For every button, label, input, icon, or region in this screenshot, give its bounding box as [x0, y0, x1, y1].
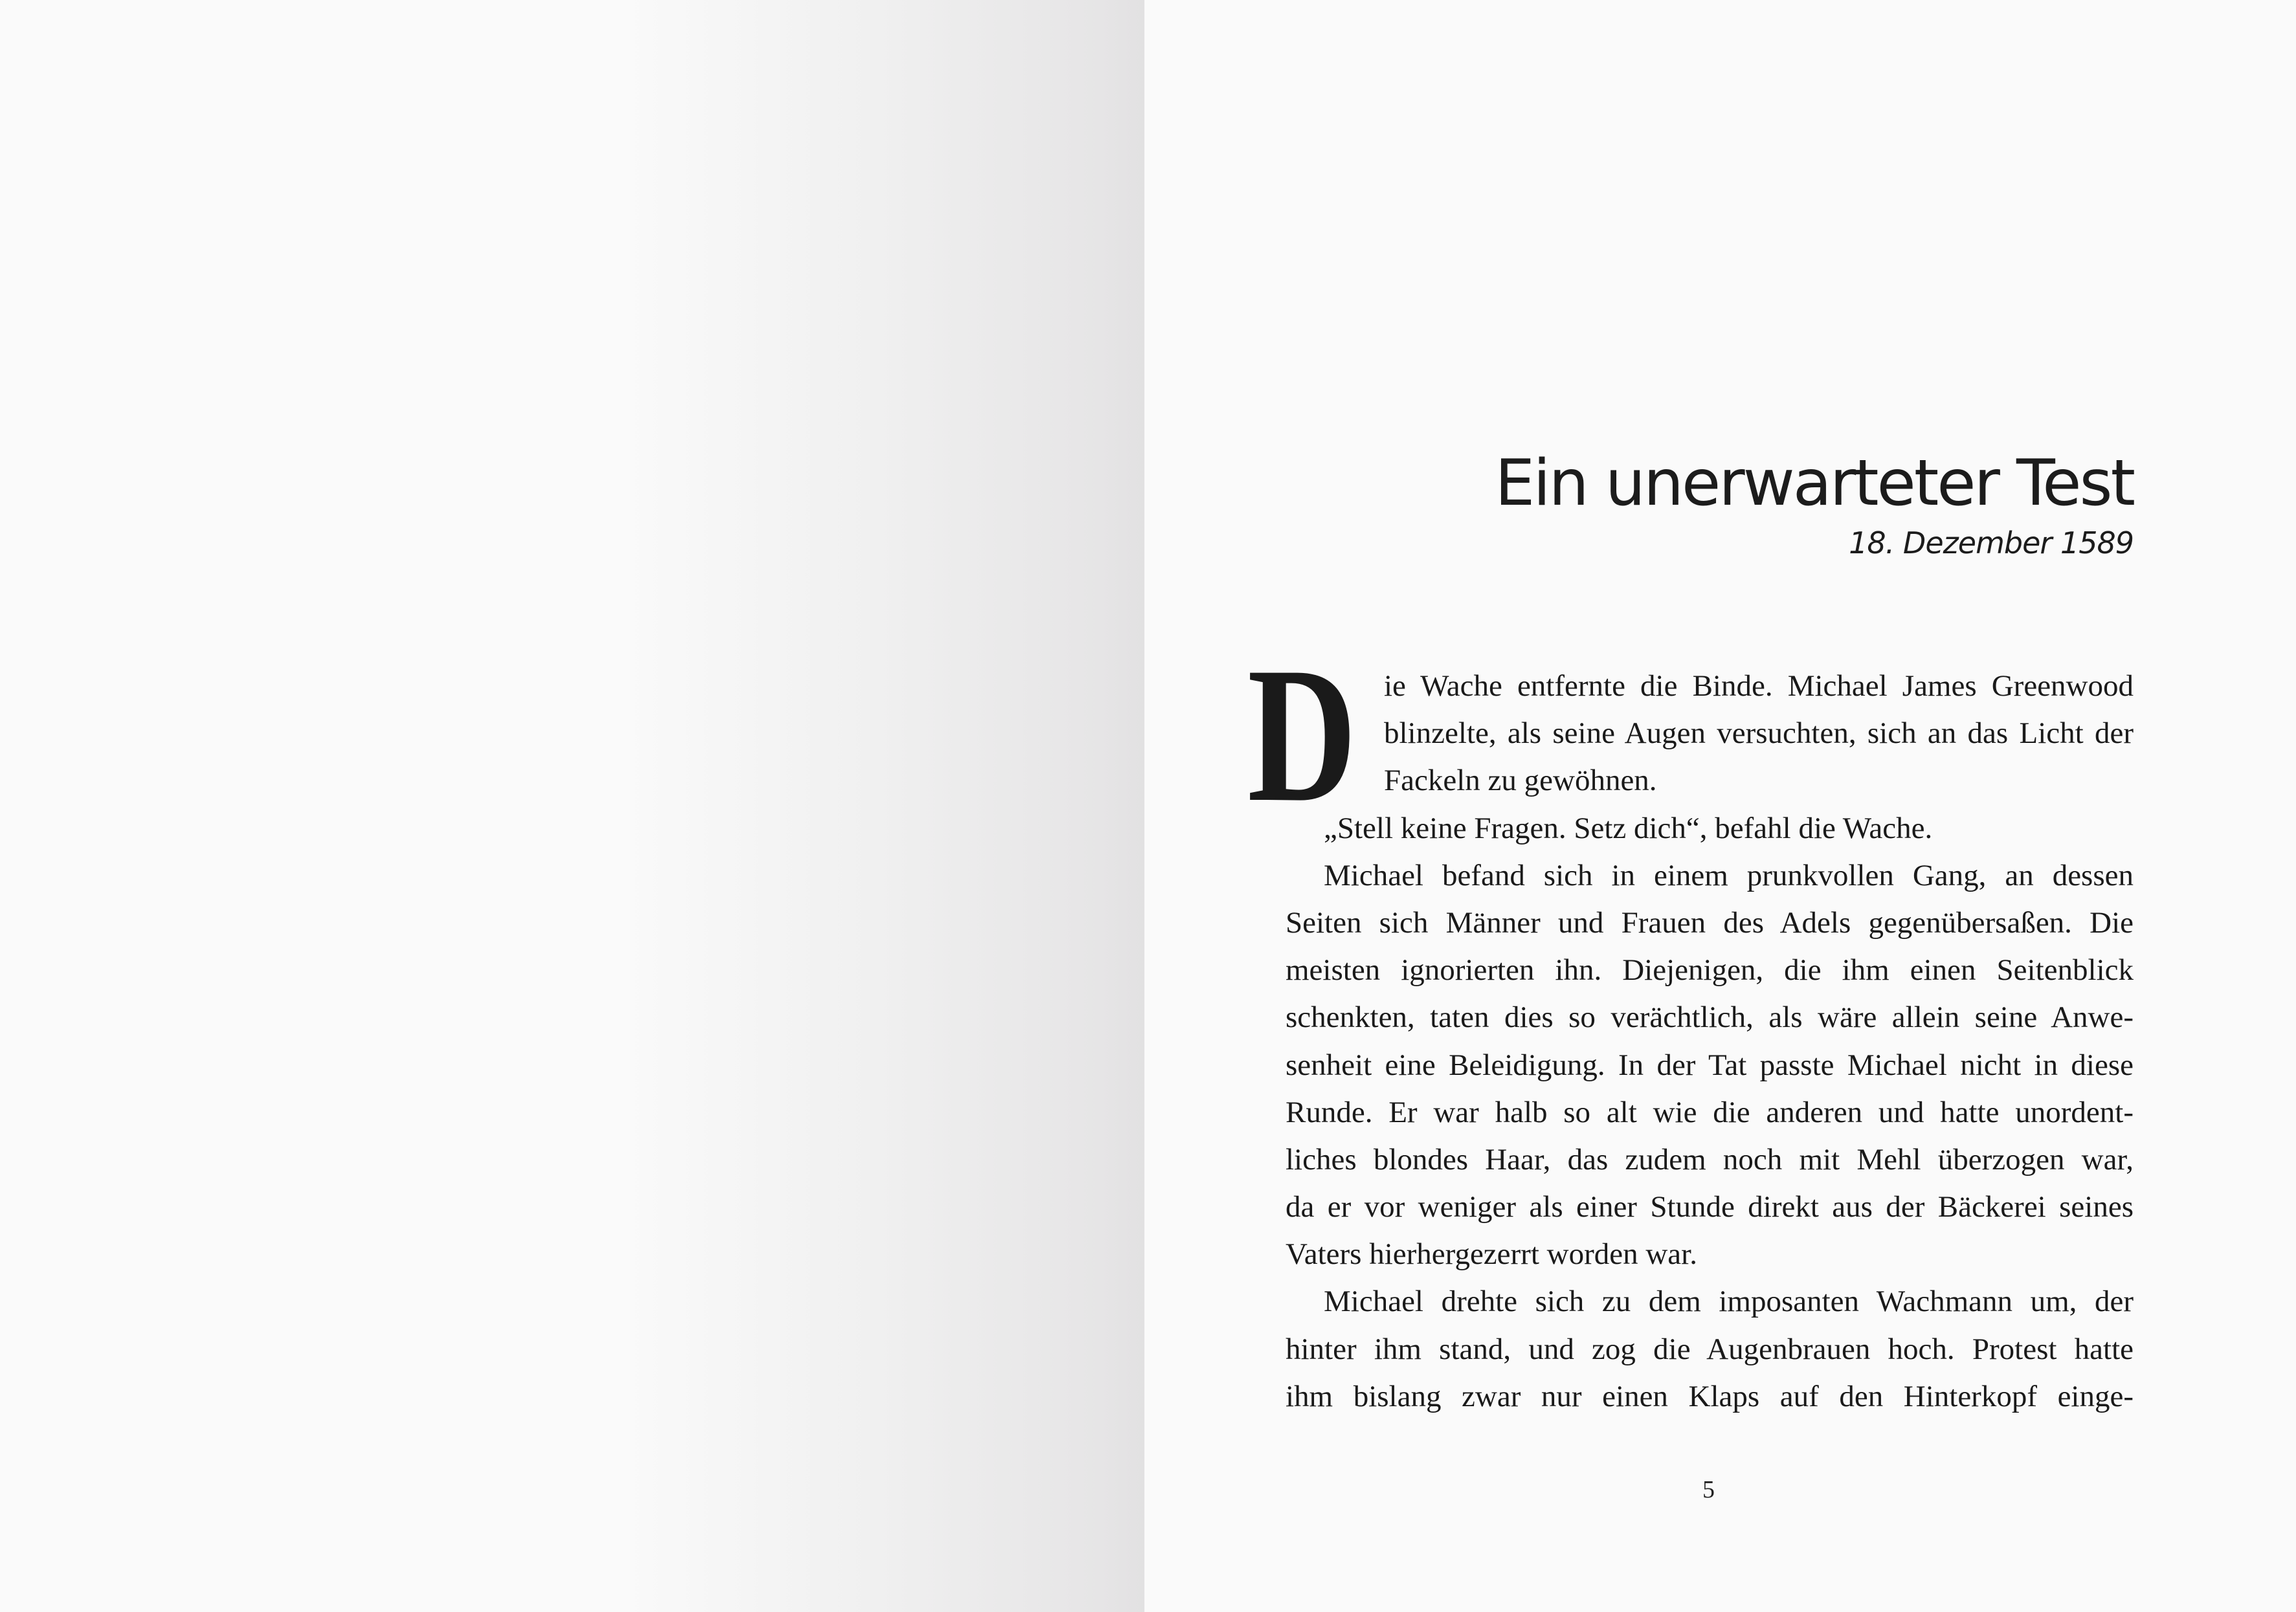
text-line: Fackeln zu gewöhnen. — [1384, 764, 1657, 798]
drop-cap-initial: D — [1247, 627, 1357, 842]
text-line: Seiten sich Männer und Frauen des Adels gegenübersaßen. Die — [1286, 905, 2134, 940]
page-number: 5 — [1702, 1476, 1715, 1503]
text-line: Michael befand sich in einem prunkvollen Gang, an dessen — [1324, 858, 2134, 892]
text-line: liches blondes Haar, das zudem noch mit Mehl überzogen war, — [1286, 1142, 2134, 1176]
chapter-date: 18. Dezember 1589 — [1849, 525, 2134, 560]
text-line: senheit eine Beleidigung. In der Tat passte Michael nicht in diese — [1286, 1048, 2134, 1082]
chapter-title: Ein unerwarteter Test — [1495, 447, 2134, 520]
text-line: ihm bislang zwar nur einen Klaps auf den Hinterkopf einge- — [1286, 1379, 2134, 1413]
text-line: Vaters hierhergezerrt worden war. — [1286, 1237, 1697, 1272]
text-line: „Stell keine Fragen. Setz dich“, befahl die Wache. — [1324, 811, 1933, 845]
text-line: ie Wache entfernte die Binde. Michael James Greenwood — [1384, 669, 2134, 703]
text-line: blinzelte, als seine Augen versuchten, sich an das Licht der — [1384, 716, 2134, 751]
left-page-blank — [0, 0, 1144, 1612]
text-line: da er vor weniger als einer Stunde direkt aus der Bäckerei seines — [1286, 1190, 2134, 1224]
text-line: meisten ignorierten ihn. Diejenigen, die ihm einen Seitenblick — [1286, 953, 2134, 988]
text-line: hinter ihm stand, und zog die Augenbrauen hoch. Protest hatte — [1286, 1332, 2134, 1366]
text-line: schenkten, taten dies so verächtlich, als wäre allein seine Anwe- — [1286, 1000, 2134, 1035]
body-text — [1286, 663, 2134, 1420]
text-line: Runde. Er war halb so alt wie die anderen und hatte unordent- — [1286, 1095, 2134, 1129]
text-line: Michael drehte sich zu dem imposanten Wachmann um, der — [1324, 1285, 2134, 1319]
